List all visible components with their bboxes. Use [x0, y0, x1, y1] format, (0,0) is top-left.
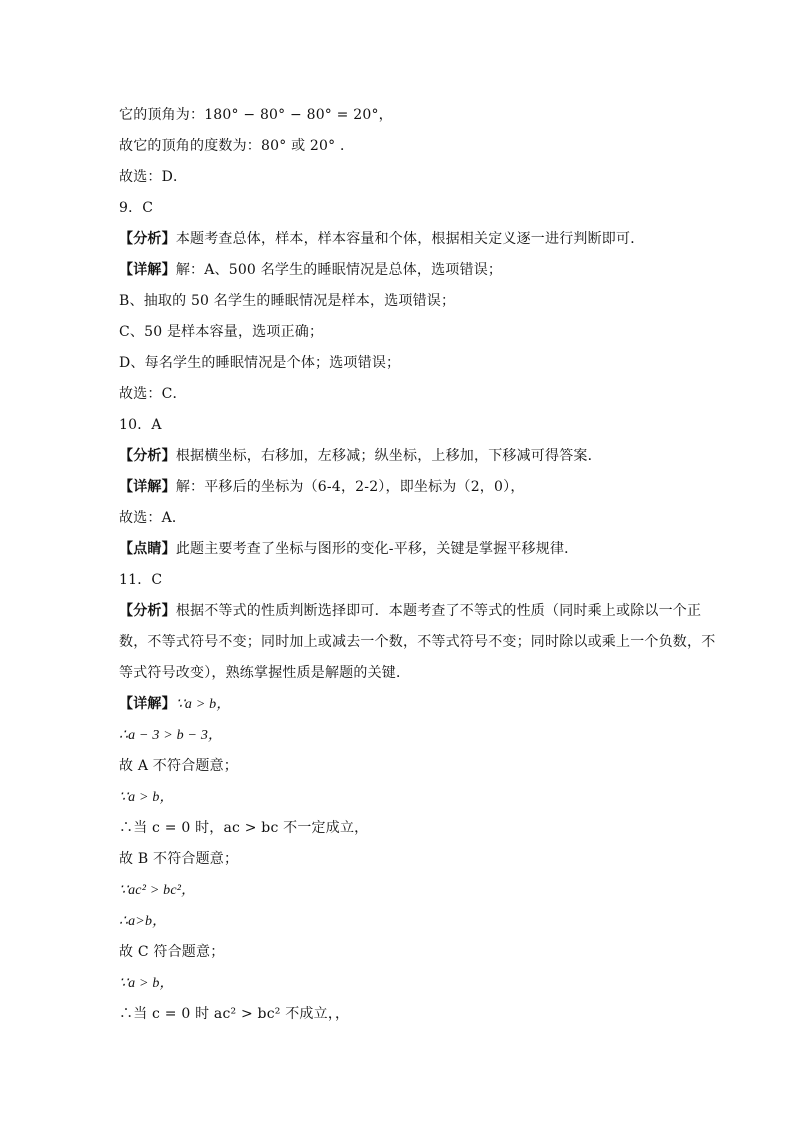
math-line: ∵ac² > bc²， — [119, 883, 196, 898]
math-line: ∵a > b， — [119, 976, 174, 991]
math-line: ∵a > b， — [119, 790, 174, 805]
answer-line: 故选：D． — [119, 169, 188, 185]
detail-line: 【详解】解：A、500 名学生的睡眠情况是总体，选项错误； — [119, 262, 503, 278]
text-line: 它的顶角为：180° − 80° − 80° = 20°， — [119, 107, 393, 123]
analysis-paragraph: 【分析】根据不等式的性质判断选择即可．本题考查了不等式的性质（同时乘上或除以一个正数，不等式符号不变；同时加上或减去一个数，不等式符号不变；同时除以或乘上一个负数，不等式符号改变），熟练掌握性质是解题的关键． — [119, 603, 716, 681]
question-number: 10．A — [119, 417, 162, 433]
detail-line: 【详解】解：平移后的坐标为（6-4，2-2），即坐标为（2，0）， — [119, 479, 525, 495]
analysis-line: 【分析】根据横坐标，右移加，左移减；纵坐标，上移加，下移减可得答案． — [119, 448, 602, 464]
math-line: ∴a>b， — [119, 914, 167, 929]
math-line: ∴当 c = 0 时，ac > bc 不一定成立， — [119, 820, 369, 836]
math-line: ∴a − 3 > b − 3， — [119, 728, 223, 743]
question-number: 9．C — [119, 200, 154, 216]
text-line: B、抽取的 50 名学生的睡眠情况是样本，选项错误； — [119, 293, 456, 309]
analysis-line: 【分析】本题考查总体，样本，样本容量和个体，根据相关定义逐一进行判断即可． — [119, 231, 645, 247]
answer-line: 故选：C． — [119, 386, 187, 402]
text-line: C、50 是样本容量，选项正确； — [119, 324, 324, 340]
text-line: 故它的顶角的度数为：80° 或 20° ． — [119, 138, 355, 154]
answer-line: 故选：A． — [119, 510, 187, 526]
text-line: 故 C 符合题意； — [119, 944, 225, 960]
text-line: 故 A 不符合题意； — [119, 758, 239, 774]
question-number: 11．C — [119, 572, 163, 588]
text-line: 故 B 不符合题意； — [119, 851, 239, 867]
comment-line: 【点睛】此题主要考查了坐标与图形的变化-平移，关键是掌握平移规律． — [119, 541, 579, 557]
document-body — [119, 100, 719, 1030]
text-line: D、每名学生的睡眠情况是个体；选项错误； — [119, 355, 401, 371]
math-line: ∴当 c = 0 时 ac² > bc² 不成立，， — [119, 1006, 350, 1022]
detail-line: 【详解】∵a > b， — [119, 696, 231, 712]
